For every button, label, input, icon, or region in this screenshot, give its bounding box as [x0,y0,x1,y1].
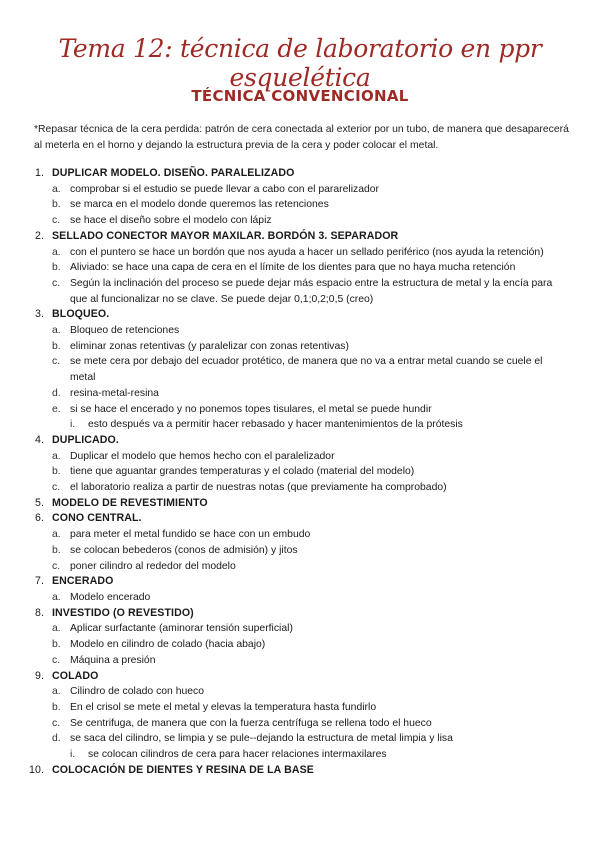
substep-text: Según la inclinación del proceso se puede dejar más espacio entre la estructura de metal y la encía para que al funcionalizar no se clave. Se puede dejar 0,1;0,2;0,5 (creo) [70,277,553,305]
step-heading [0,606,600,622]
substep-text: se hace el diseño sobre el modelo con lápiz [70,215,272,227]
substep-item [0,716,600,732]
substep-marker: a. [52,246,61,258]
substep-marker: c. [52,717,61,729]
substep-item [0,354,600,385]
substep-marker: c. [52,356,61,368]
substep-text: el laboratorio realiza a partir de nuestras notas (que previamente ha comprobado) [70,482,447,494]
substep-item [0,323,600,339]
substep-item [0,653,600,669]
substep-item [0,700,600,716]
substep-item [0,245,600,261]
substep-text: poner cilindro al rededor del modelo [70,560,236,572]
step-number: 6. [34,512,44,525]
step-title: COLOCACIÓN DE DIENTES Y RESINA DE LA BASE [52,763,314,776]
substep-text: Bloqueo de retenciones [70,325,180,337]
substep-item [0,276,600,307]
substep-text: Duplicar el modelo que hemos hecho con el paralelizador [70,450,335,462]
step-number: 5. [34,496,44,509]
step-number: 1. [34,167,44,179]
step-title: DUPLICADO. [52,433,119,446]
substep-text: para meter el metal fundido se hace con un embudo [70,529,311,541]
substep-marker: c. [52,654,61,666]
substep-text: con el puntero se hace un bordón que nos ayuda a hacer un sellado periférico (nos ayuda la retención) [70,246,544,258]
step-item [0,669,600,763]
step-number: 9. [34,669,44,682]
step-title: CONO CENTRAL. [52,512,142,525]
substep-text: se marca en el modelo donde queremos las retenciones [70,199,329,211]
step-title: COLADO [52,669,99,682]
step-number: 2. [34,229,44,242]
substep-text: resina-metal-resina [70,387,159,399]
step-heading [0,511,600,527]
step-item [0,166,600,229]
substep-text: se colocan bebederos (conos de admisión) y jitos [70,544,298,556]
substep-marker: c. [52,277,61,289]
step-item [0,229,600,308]
substep-item [0,402,600,418]
substep-marker: a. [52,591,61,603]
substep-marker: b. [52,639,61,651]
substep-text: se saca del cilindro, se limpia y se pule--dejando la estructura de metal limpia y lisa [70,733,453,745]
step-item [0,496,600,512]
substep-marker: a. [52,325,61,337]
substep-item [0,480,600,496]
substep-marker: b. [52,544,61,556]
substep-item [0,464,600,480]
substep-item [0,386,600,402]
page-title: Tema 12: técnica de laboratorio en ppr esquelética [58,34,542,92]
substep-item [0,449,600,465]
step-number: 10. [28,763,44,776]
substep-marker: e. [52,403,61,415]
substep-item [0,543,600,559]
step-title: INVESTIDO (O REVESTIDO) [52,606,194,619]
substep-text: si se hace el encerado y no ponemos topes tisulares, el metal se puede hundir [70,403,432,415]
substep-item [0,339,600,355]
step-number: 4. [34,433,44,446]
section-subtitle: TÉCNICA CONVENCIONAL [191,87,409,105]
substep-marker: d. [52,387,61,399]
substep-text: Aliviado: se hace una capa de cera en el límite de los dientes para que no haya mucha retención [70,262,516,274]
steps-list [0,166,600,778]
substep-text: Modelo encerado [70,591,151,603]
sub-substep-item [0,417,600,433]
substep-text: Cilindro de colado con hueco [70,686,205,698]
step-heading [0,763,600,779]
substep-marker: a. [52,529,61,541]
substep-marker: a. [52,450,61,462]
substep-text: Aplicar surfactante (aminorar tensión superficial) [70,623,293,635]
substep-text: Se centrifuga, de manera que con la fuerza centrífuga se rellena todo el hueco [70,717,432,729]
sub-substep-marker: i. [70,419,76,431]
substep-marker: c. [52,215,61,227]
step-heading [0,433,600,449]
substep-item [0,590,600,606]
sub-substep-marker: i. [70,749,76,761]
sub-substep-text: se colocan cilindros de cera para hacer relaciones intermaxilares [88,749,387,761]
step-heading [0,496,600,512]
substep-marker: d. [52,733,61,745]
substep-text: comprobar si el estudio se puede llevar a cabo con el pararelizador [70,183,380,195]
step-heading [0,307,600,323]
step-item [0,606,600,669]
substep-marker: c. [52,482,61,494]
step-number: 8. [34,606,44,619]
step-heading [0,229,600,245]
substep-item [0,559,600,575]
step-item [0,511,600,574]
substep-marker: a. [52,183,61,195]
step-title: DUPLICAR MODELO. DISEÑO. PARALELIZADO [52,167,295,179]
step-heading [0,669,600,685]
substep-item [0,684,600,700]
step-item [0,763,600,779]
substep-item [0,621,600,637]
substep-item [0,182,600,198]
substep-marker: b. [52,262,61,274]
step-number: 7. [34,575,44,588]
step-item [0,307,600,433]
step-number: 3. [34,308,44,321]
substep-text: tiene que aguantar grandes temperaturas y el colado (material del modelo) [70,466,415,478]
substep-marker: b. [52,199,61,211]
step-item [0,574,600,605]
substep-marker: b. [52,466,61,478]
step-item [0,433,600,496]
sub-substep-item [0,747,600,763]
substep-text: Modelo en cilindro de colado (hacia abajo) [70,639,266,651]
substep-item [0,260,600,276]
substep-item [0,527,600,543]
substep-text: Máquina a presión [70,654,156,666]
substep-marker: b. [52,340,61,352]
sub-substep-text: esto después va a permitir hacer rebasado y hacer mantenimientos de la prótesis [88,419,463,431]
step-title: ENCERADO [52,575,114,588]
substep-item [0,213,600,229]
substep-text: se mete cera por debajo del ecuador protético, de manera que no va a entrar metal cuando se cuele el metal [70,356,543,384]
step-title: MODELO DE REVESTIMIENTO [52,496,208,509]
step-title: SELLADO CONECTOR MAYOR MAXILAR. BORDÓN 3. SEPARADOR [52,229,399,242]
step-heading [0,574,600,590]
substep-marker: b. [52,701,61,713]
substep-marker: a. [52,623,61,635]
intro-paragraph: *Repasar técnica de la cera perdida: patrón de cera conectada al exterior por un tubo, de manera que desaparecerá al meterla en el horno y dejando la estructura previa de la cera y poder colocar el metal. [34,124,569,151]
step-heading [0,166,600,182]
substep-text: eliminar zonas retentivas (y paralelizar con zonas retentivas) [70,340,349,352]
substep-item [0,637,600,653]
substep-text: En el crisol se mete el metal y elevas la temperatura hasta fundirlo [70,701,377,713]
substep-item [0,197,600,213]
substep-marker: a. [52,686,61,698]
step-title: BLOQUEO. [52,308,110,321]
substep-item [0,731,600,747]
substep-marker: c. [52,560,61,572]
